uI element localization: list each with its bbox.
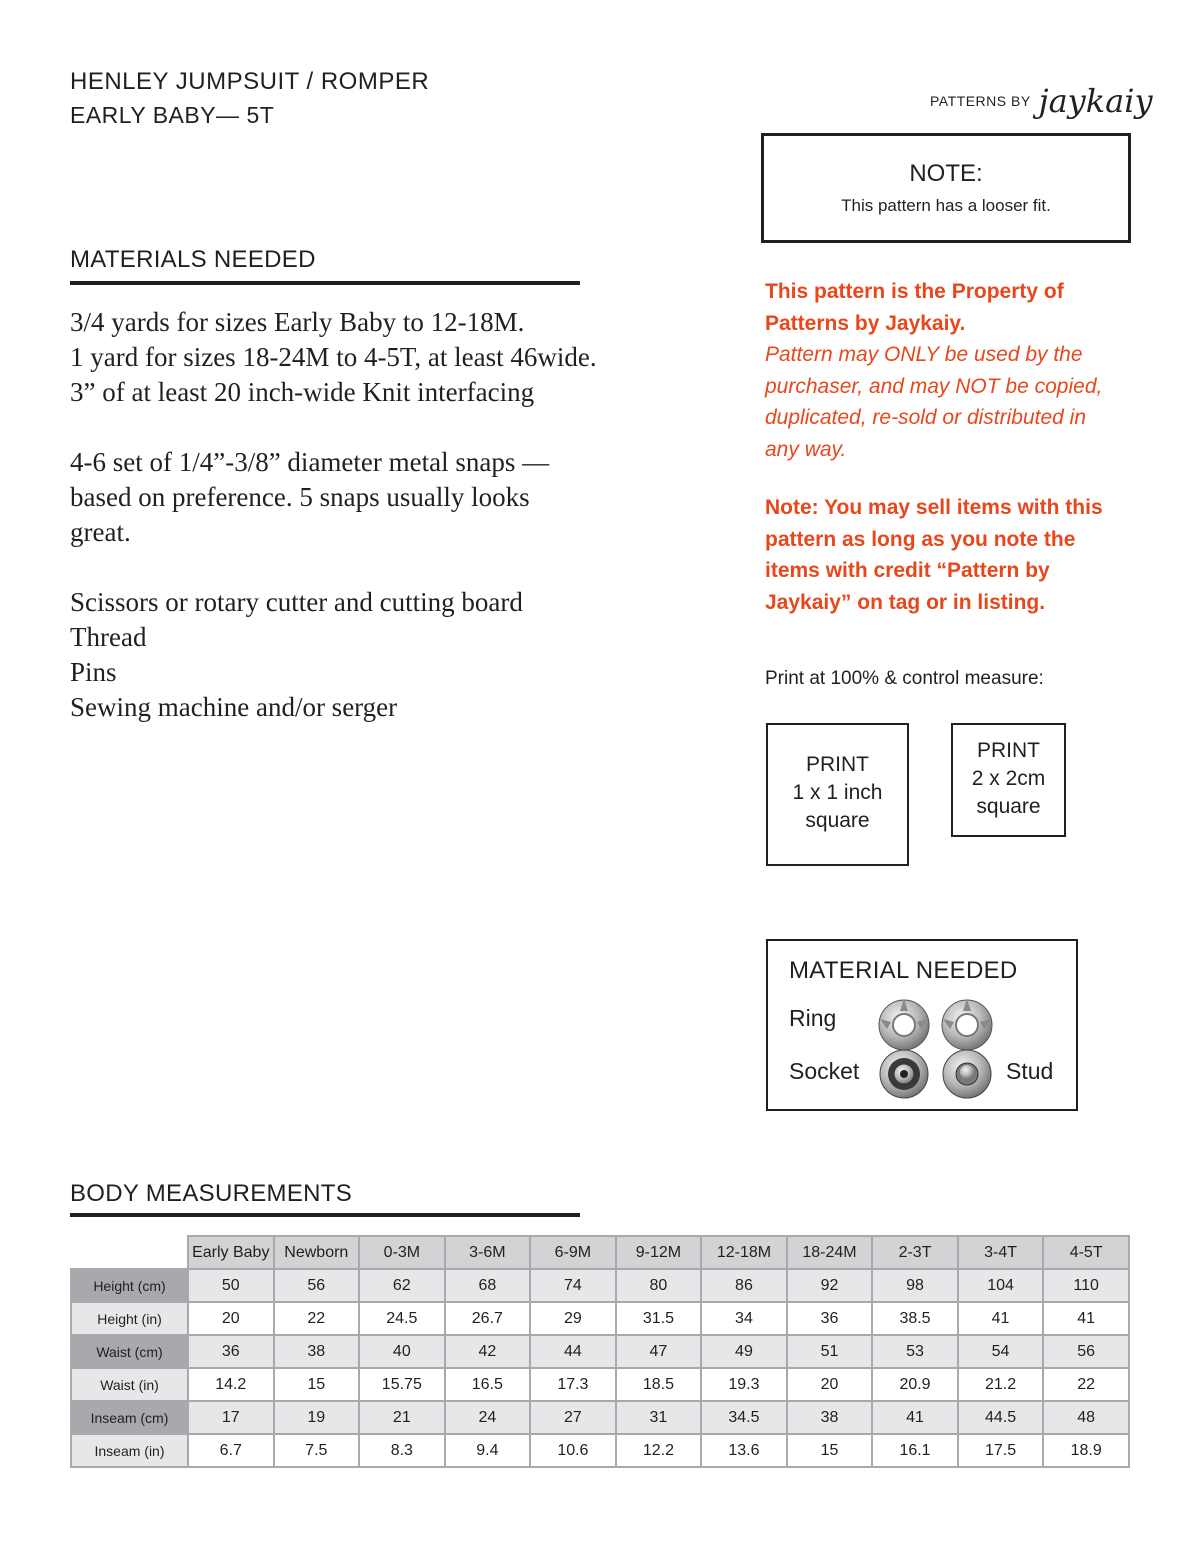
measurement-cell: 56 [274,1269,360,1302]
measurement-cell: 17 [188,1401,274,1434]
row-label: Inseam (cm) [71,1401,188,1434]
measurement-cell: 92 [787,1269,873,1302]
size-column-header: 9-12M [616,1236,702,1269]
row-label: Inseam (in) [71,1434,188,1467]
row-label: Waist (cm) [71,1335,188,1368]
measurement-cell: 47 [616,1335,702,1368]
size-column-header: 3-6M [445,1236,531,1269]
cm-square-line: PRINT [977,739,1040,762]
measurement-cell: 50 [188,1269,274,1302]
snap-box-title: MATERIAL NEEDED [789,957,1018,984]
measurement-cell: 16.1 [872,1434,958,1467]
socket-label: Socket [789,1058,860,1084]
measurement-cell: 38 [787,1401,873,1434]
inch-square-line: square [805,809,870,832]
measurement-cell: 12.2 [616,1434,702,1467]
table-corner-cell [71,1236,188,1269]
tools-list [70,585,523,725]
fabric-line: 1 yard for sizes 18-24M to 4-5T, at least 46wide. [70,342,597,372]
size-column-header: 2-3T [872,1236,958,1269]
tool-item: Thread [70,622,147,652]
measurement-cell: 16.5 [445,1368,531,1401]
fabric-line: 3” of at least 20 inch-wide Knit interfacing [70,377,535,407]
page-title: HENLEY JUMPSUIT / ROMPER [70,68,430,95]
size-column-header: 12-18M [701,1236,787,1269]
measurement-cell: 20 [787,1368,873,1401]
size-column-header: 6-9M [530,1236,616,1269]
measurement-cell: 36 [787,1302,873,1335]
measurement-cell: 13.6 [701,1434,787,1467]
table-row [71,1302,1129,1335]
ring-icon [942,999,992,1050]
measurement-cell: 41 [958,1302,1044,1335]
measurement-cell: 110 [1043,1269,1129,1302]
jaykaiy-logo: jaykaiy [1038,82,1153,120]
fabric-line: 3/4 yards for sizes Early Baby to 12-18M. [70,307,525,337]
size-column-header: 3-4T [958,1236,1044,1269]
stud-icon [943,1050,991,1098]
measurement-cell: 14.2 [188,1368,274,1401]
measurement-cell: 22 [1043,1368,1129,1401]
fabric-requirements [70,305,597,410]
cm-square-line: square [976,795,1041,818]
measurement-cell: 24.5 [359,1302,445,1335]
sell-note: Note: You may sell items with this pattern as long as you note the items with credit “Pattern by Jaykaiy” on tag or in listing. [765,496,1103,614]
measurement-cell: 36 [188,1335,274,1368]
measurement-cell: 44.5 [958,1401,1044,1434]
table-header-row [71,1236,1129,1269]
inch-test-square [766,723,909,866]
measurement-cell: 18.5 [616,1368,702,1401]
tool-item: Scissors or rotary cutter and cutting board [70,587,523,617]
measurement-cell: 31.5 [616,1302,702,1335]
usage-restriction: Pattern may ONLY be used by the purchaser, and may NOT be copied, duplicated, re-sold or distributed in any way. [765,343,1103,461]
ring-label: Ring [789,1005,837,1031]
note-title: NOTE: [909,160,983,187]
measurement-cell: 10.6 [530,1434,616,1467]
measurement-cell: 68 [445,1269,531,1302]
measurement-cell: 9.4 [445,1434,531,1467]
row-label: Height (cm) [71,1269,188,1302]
measurement-cell: 56 [1043,1335,1129,1368]
measurement-cell: 34.5 [701,1401,787,1434]
measurement-cell: 40 [359,1335,445,1368]
measurement-cell: 74 [530,1269,616,1302]
tool-item: Pins [70,657,117,687]
measurement-cell: 21 [359,1401,445,1434]
measurement-cell: 53 [872,1335,958,1368]
size-column-header: Newborn [274,1236,360,1269]
note-text: This pattern has a looser fit. [841,196,1051,215]
measurement-cell: 15 [274,1368,360,1401]
brand-logo-group [930,82,1153,120]
table-row [71,1335,1129,1368]
body-measurements-heading: BODY MEASUREMENTS [70,1180,353,1207]
print-control-label: Print at 100% & control measure: [765,668,1044,689]
row-label: Waist (in) [71,1368,188,1401]
measurement-cell: 104 [958,1269,1044,1302]
fit-note-box [761,133,1131,243]
row-label: Height (in) [71,1302,188,1335]
ring-icon [879,999,929,1050]
measurement-cell: 62 [359,1269,445,1302]
measurement-cell: 41 [872,1401,958,1434]
materials-heading: MATERIALS NEEDED [70,246,316,273]
measurement-cell: 17.3 [530,1368,616,1401]
measurement-cell: 48 [1043,1401,1129,1434]
measurement-cell: 20 [188,1302,274,1335]
size-range-subtitle: EARLY BABY— 5T [70,102,275,128]
measurement-cell: 15 [787,1434,873,1467]
measurement-cell: 49 [701,1335,787,1368]
body-measurements-table [70,1235,1130,1468]
table-row [71,1401,1129,1434]
measurement-cell: 98 [872,1269,958,1302]
measurement-cell: 19.3 [701,1368,787,1401]
measurement-cell: 29 [530,1302,616,1335]
measurement-cell: 8.3 [359,1434,445,1467]
snap-line: 4-6 set of 1/4”-3/8” diameter metal snaps —based on preference. 5 snaps usually looks great. [70,447,550,547]
socket-icon [880,1050,928,1098]
measurement-cell: 6.7 [188,1434,274,1467]
property-notice [765,276,1125,465]
cm-square-line: 2 x 2cm [971,767,1046,790]
size-column-header: 4-5T [1043,1236,1129,1269]
measurement-cell: 31 [616,1401,702,1434]
tool-item: Sewing machine and/or serger [70,692,398,722]
measurement-cell: 42 [445,1335,531,1368]
table-row [71,1368,1129,1401]
measurement-cell: 38.5 [872,1302,958,1335]
measurement-cell: 26.7 [445,1302,531,1335]
measurement-cell: 22 [274,1302,360,1335]
brand-prefix: PATTERNS BY [930,93,1031,109]
measurement-cell: 20.9 [872,1368,958,1401]
measurement-cell: 19 [274,1401,360,1434]
measurement-cell: 51 [787,1335,873,1368]
size-column-header: 18-24M [787,1236,873,1269]
stud-label: Stud [1006,1058,1054,1084]
snap-parts-image [872,999,1002,1099]
materials-divider [70,281,580,285]
measurement-cell: 34 [701,1302,787,1335]
size-column-header: 0-3M [359,1236,445,1269]
measurement-cell: 7.5 [274,1434,360,1467]
table-row [71,1434,1129,1467]
cm-test-square [951,723,1066,837]
snap-material-box [766,939,1078,1111]
measurement-cell: 44 [530,1335,616,1368]
measurement-cell: 54 [958,1335,1044,1368]
size-column-header: Early Baby [188,1236,274,1269]
property-statement: This pattern is the Property of Patterns by Jaykaiy. [765,280,1064,335]
snap-requirements [70,445,590,550]
measurement-cell: 21.2 [958,1368,1044,1401]
measurement-cell: 15.75 [359,1368,445,1401]
measurement-cell: 17.5 [958,1434,1044,1467]
inch-square-line: 1 x 1 inch [792,781,883,804]
body-measurements-divider [70,1213,580,1217]
inch-square-line: PRINT [806,753,869,776]
measurement-cell: 27 [530,1401,616,1434]
measurement-cell: 24 [445,1401,531,1434]
measurement-cell: 86 [701,1269,787,1302]
measurement-cell: 18.9 [1043,1434,1129,1467]
table-row [71,1269,1129,1302]
measurement-cell: 80 [616,1269,702,1302]
measurement-cell: 38 [274,1335,360,1368]
measurement-cell: 41 [1043,1302,1129,1335]
